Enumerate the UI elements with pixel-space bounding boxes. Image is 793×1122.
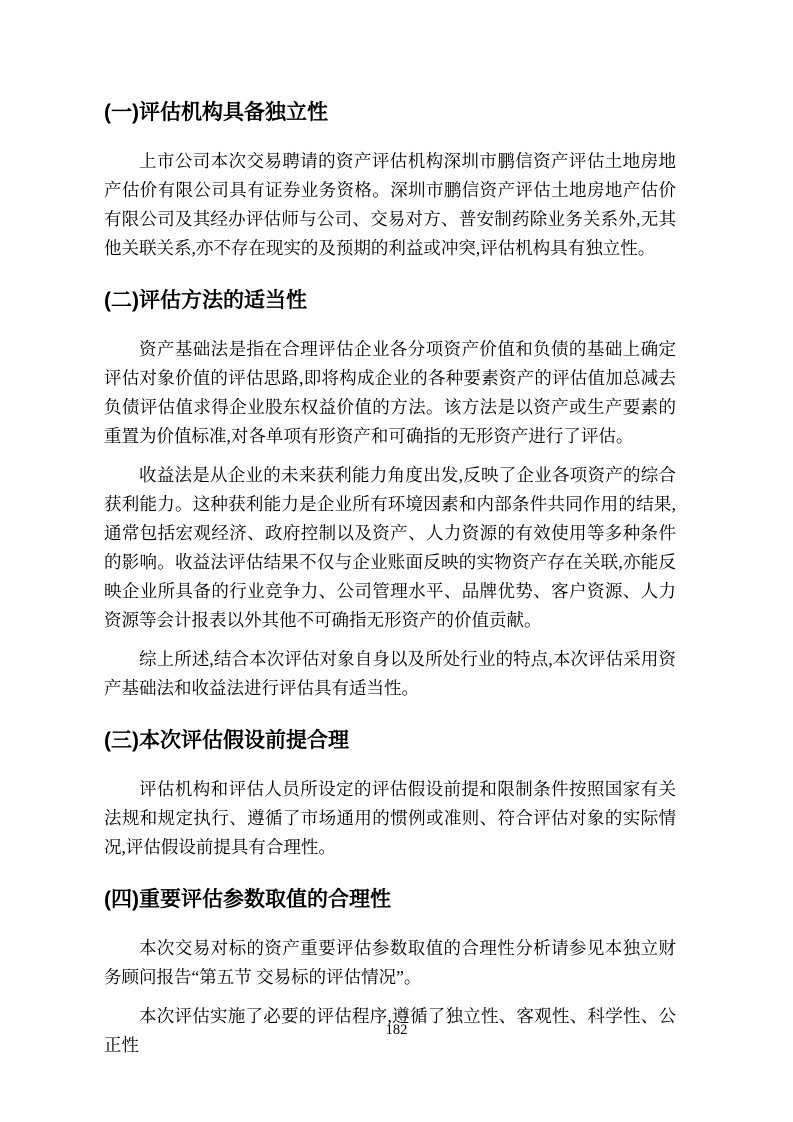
section-method-appropriateness — [104, 287, 676, 703]
paragraph: 本次评估实施了必要的评估程序,遵循了独立性、客观性、科学性、公正性 — [104, 1006, 676, 1055]
section-heading-2: (二)评估方法的适当性 — [104, 289, 307, 312]
section-heading-4: (四)重要评估参数取值的合理性 — [104, 888, 391, 911]
paragraph: 上市公司本次交易聘请的资产评估机构深圳市鹏信资产评估土地房地产估价有限公司具有证券业务资格。深圳市鹏信资产评估土地房地产估价有限公司及其经办评估师与公司、交易对方、普安制药除业务关系外,无其他关联关系,亦不存在现实的及预期的利益或冲突,评估机构具有独立性。 — [104, 151, 676, 258]
section-independence — [104, 99, 676, 263]
page-number: 182 — [385, 1022, 408, 1038]
paragraph: 收益法是从企业的未来获利能力角度出发,反映了企业各项资产的综合获利能力。这种获利能力是企业所有环境因素和内部条件共同作用的结果,通常包括宏观经济、政府控制以及资产、人力资源的有效使用等多种条件的影响。收益法评估结果不仅与企业账面反映的实物资产存在关联,亦能反映企业所具备的行业竞争力、公司管理水平、品牌优势、客户资源、人力资源等会计报表以外其他不可确指无形资产的价值贡献。 — [104, 465, 676, 630]
section-heading-1: (一)评估机构具备独立性 — [104, 101, 328, 124]
section-assumptions-reasonable — [104, 727, 676, 862]
section-heading-3: (三)本次评估假设前提合理 — [104, 729, 349, 752]
paragraph: 本次交易对标的资产重要评估参数取值的合理性分析请参见本独立财务顾问报告“第五节 交易标的评估情况”。 — [104, 938, 676, 987]
page-footer — [0, 1021, 793, 1039]
paragraph: 评估机构和评估人员所设定的评估假设前提和限制条件按照国家有关法规和规定执行、遵循了市场通用的惯例或准则、符合评估对象的实际情况,评估假设前提具有合理性。 — [104, 779, 676, 857]
paragraph: 综上所述,结合本次评估对象自身以及所处行业的特点,本次评估采用资产基础法和收益法进行评估具有适当性。 — [104, 649, 676, 698]
paragraph: 资产基础法是指在合理评估企业各分项资产价值和负债的基础上确定评估对象价值的评估思路,即将构成企业的各种要素资产的评估值加总减去负债评估值求得企业股东权益价值的方法。该方法是以资产或生产要素的重置为价值标准,对各单项有形资产和可确指的无形资产进行了评估。 — [104, 339, 676, 446]
